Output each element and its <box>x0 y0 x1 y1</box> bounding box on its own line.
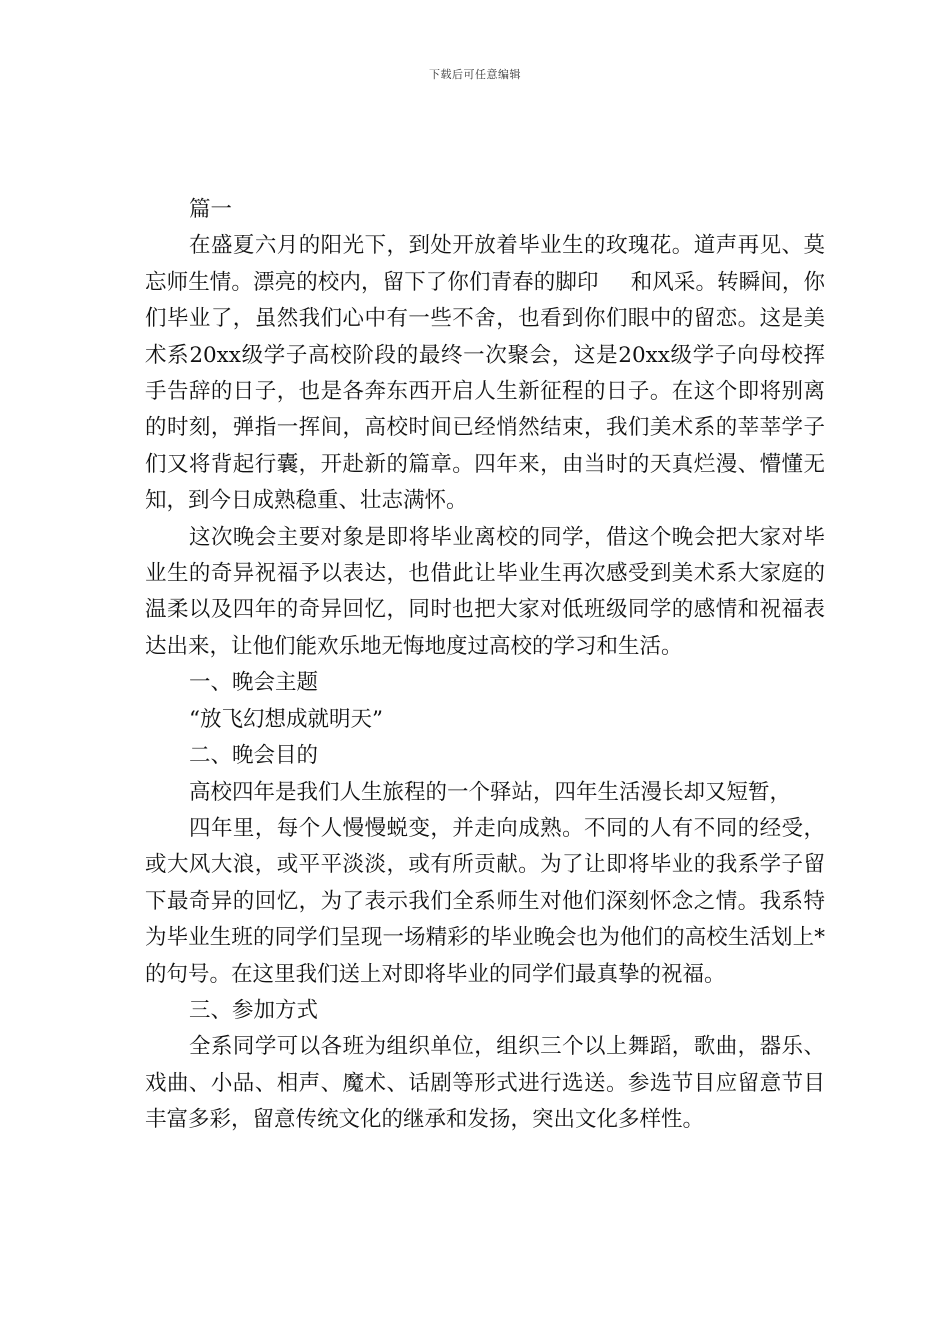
paragraph-goal-line: 高校四年是我们人生旅程的一个驿站，四年生活漫长却又短暂， <box>189 779 792 805</box>
paragraph-purpose-intro: 这次晚会主要对象是即将毕业离校的同学，借这个晚会把大家对毕业生的奇异祝福予以表达，也借此让毕业生再次感受到美术系大家庭的温柔以及四年的奇异回忆，同时也把大家对低班级同学的感情和祝福表达出来，让他们能欢乐地无悔地度过高校的学习和生活。 <box>145 524 825 659</box>
heading-goal: 二、晚会目的 <box>189 743 319 769</box>
document-body <box>145 192 825 1139</box>
paragraph-opening <box>145 228 825 519</box>
paragraph-opening-part-a: 在盛夏六月的阳光下，到处开放着毕业生的玫瑰花。道声再见、莫忘师生情。漂亮的校内，留下了你们青春的脚印 <box>145 233 825 295</box>
heading-theme: 一、晚会主题 <box>189 670 319 696</box>
page-header: 下载后可任意编辑 <box>429 68 521 81</box>
paragraph-participation: 全系同学可以各班为组织单位，组织三个以上舞蹈，歌曲，器乐、戏曲、小品、相声、魔术、话剧等形式进行选送。参选节目应留意节目丰富多彩，留意传统文化的继承和发扬，突出文化多样性。 <box>145 1034 825 1133</box>
paragraph-opening-part-b: 和风采。转瞬间，你们毕业了，虽然我们心中有一些不舍，也看到你们眼中的留恋。这是美术系20xx级学子高校阶段的最终一次聚会，这是20xx级学子向母校挥手告辞的日子，也是各奔东西开启人生新征程的日子。在这个即将别离的时刻，弹指一挥间，高校时间已经悄然结束，我们美术系的莘莘学子们又将背起行囊，开赴新的篇章。四年来，由当时的天真烂漫、懵懂无知，到今日成熟稳重、壮志满怀。 <box>145 269 825 514</box>
heading-participation: 三、参加方式 <box>189 997 319 1023</box>
theme-quote: “放飞幻想成就明天” <box>189 706 383 732</box>
paragraph-goal-body: 四年里，每个人慢慢蜕变，并走向成熟。不同的人有不同的经受，或大风大浪，或平平淡淡，或有所贡献。为了让即将毕业的我系学子留下最奇异的回忆，为了表示我们全系师生对他们深刻怀念之情。我系特为毕业生班的同学们呈现一场精彩的毕业晚会也为他们的高校生活划上*的句号。在这里我们送上对即将毕业的同学们最真挚的祝福。 <box>145 815 825 987</box>
section-label: 篇一 <box>189 197 233 222</box>
